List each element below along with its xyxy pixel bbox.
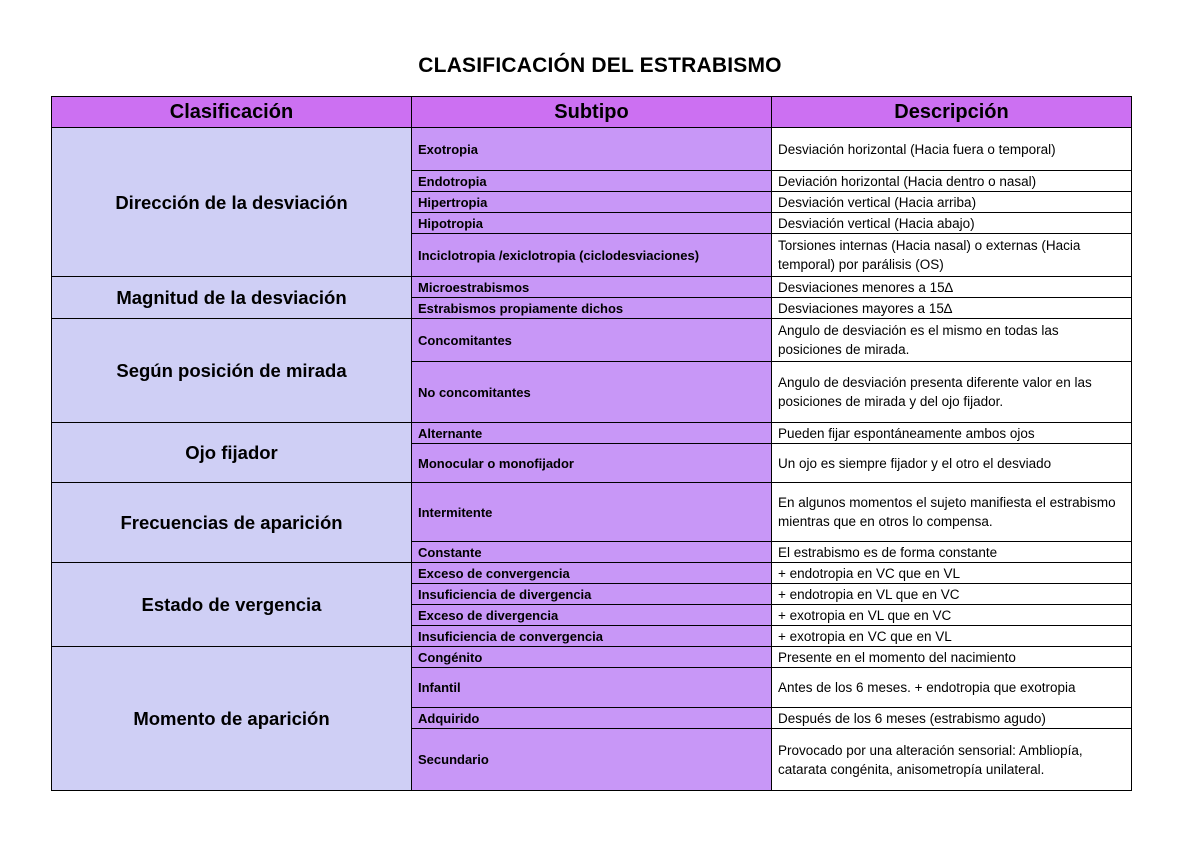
- header-subtype: Subtipo: [412, 97, 772, 128]
- subtype-cell: Congénito: [412, 647, 772, 668]
- subtype-cell: Alternante: [412, 423, 772, 444]
- category-cell: Según posición de mirada: [52, 319, 412, 423]
- subtype-cell: Constante: [412, 542, 772, 563]
- description-cell: + endotropia en VC que en VL: [772, 563, 1132, 584]
- subtype-cell: Adquirido: [412, 708, 772, 729]
- header-row: [52, 97, 1132, 128]
- classification-table: [51, 96, 1132, 791]
- description-cell: Desviaciones menores a 15∆: [772, 277, 1132, 298]
- category-cell: Dirección de la desviación: [52, 128, 412, 277]
- table-row: [52, 319, 1132, 362]
- subtype-cell: Hipotropia: [412, 213, 772, 234]
- subtype-cell: Concomitantes: [412, 319, 772, 362]
- subtype-cell: Endotropia: [412, 171, 772, 192]
- subtype-cell: Exotropia: [412, 128, 772, 171]
- table-row: [52, 563, 1132, 584]
- description-cell: Después de los 6 meses (estrabismo agudo): [772, 708, 1132, 729]
- description-cell: Angulo de desviación es el mismo en todas las posiciones de mirada.: [772, 319, 1132, 362]
- table-row: [52, 647, 1132, 668]
- category-cell: Estado de vergencia: [52, 563, 412, 647]
- subtype-cell: Monocular o monofijador: [412, 444, 772, 483]
- subtype-cell: Exceso de divergencia: [412, 605, 772, 626]
- subtype-cell: Insuficiencia de convergencia: [412, 626, 772, 647]
- description-cell: El estrabismo es de forma constante: [772, 542, 1132, 563]
- description-cell: Un ojo es siempre fijador y el otro el desviado: [772, 444, 1132, 483]
- description-cell: Desviaciones mayores a 15∆: [772, 298, 1132, 319]
- subtype-cell: Secundario: [412, 729, 772, 791]
- description-cell: Antes de los 6 meses. + endotropia que exotropia: [772, 668, 1132, 708]
- subtype-cell: Exceso de convergencia: [412, 563, 772, 584]
- table-row: [52, 423, 1132, 444]
- category-cell: Magnitud de la desviación: [52, 277, 412, 319]
- description-cell: + endotropia en VL que en VC: [772, 584, 1132, 605]
- description-cell: Desviación horizontal (Hacia fuera o temporal): [772, 128, 1132, 171]
- subtype-cell: Intermitente: [412, 483, 772, 542]
- description-cell: Deviación horizontal (Hacia dentro o nasal): [772, 171, 1132, 192]
- category-cell: Frecuencias de aparición: [52, 483, 412, 563]
- header-description: Descripción: [772, 97, 1132, 128]
- subtype-cell: Microestrabismos: [412, 277, 772, 298]
- page-title: CLASIFICACIÓN DEL ESTRABISMO: [418, 54, 782, 77]
- description-cell: + exotropia en VL que en VC: [772, 605, 1132, 626]
- description-cell: Pueden fijar espontáneamente ambos ojos: [772, 423, 1132, 444]
- table-row: [52, 277, 1132, 298]
- category-cell: Ojo fijador: [52, 423, 412, 483]
- subtype-cell: Infantil: [412, 668, 772, 708]
- description-cell: Provocado por una alteración sensorial: Ambliopía, catarata congénita, anisometropía unilateral.: [772, 729, 1132, 791]
- description-cell: Presente en el momento del nacimiento: [772, 647, 1132, 668]
- description-cell: Angulo de desviación presenta diferente valor en las posiciones de mirada y del ojo fijador.: [772, 362, 1132, 423]
- description-cell: Torsiones internas (Hacia nasal) o externas (Hacia temporal) por parálisis (OS): [772, 234, 1132, 277]
- description-cell: + exotropia en VC que en VL: [772, 626, 1132, 647]
- description-cell: Desviación vertical (Hacia arriba): [772, 192, 1132, 213]
- description-cell: Desviación vertical (Hacia abajo): [772, 213, 1132, 234]
- category-cell: Momento de aparición: [52, 647, 412, 791]
- header-classification: Clasificación: [52, 97, 412, 128]
- subtype-cell: Estrabismos propiamente dichos: [412, 298, 772, 319]
- subtype-cell: No concomitantes: [412, 362, 772, 423]
- subtype-cell: Inciclotropia /exiclotropia (ciclodesviaciones): [412, 234, 772, 277]
- table-row: [52, 128, 1132, 171]
- subtype-cell: Hipertropia: [412, 192, 772, 213]
- description-cell: En algunos momentos el sujeto manifiesta el estrabismo mientras que en otros lo compensa.: [772, 483, 1132, 542]
- table-row: [52, 483, 1132, 542]
- subtype-cell: Insuficiencia de divergencia: [412, 584, 772, 605]
